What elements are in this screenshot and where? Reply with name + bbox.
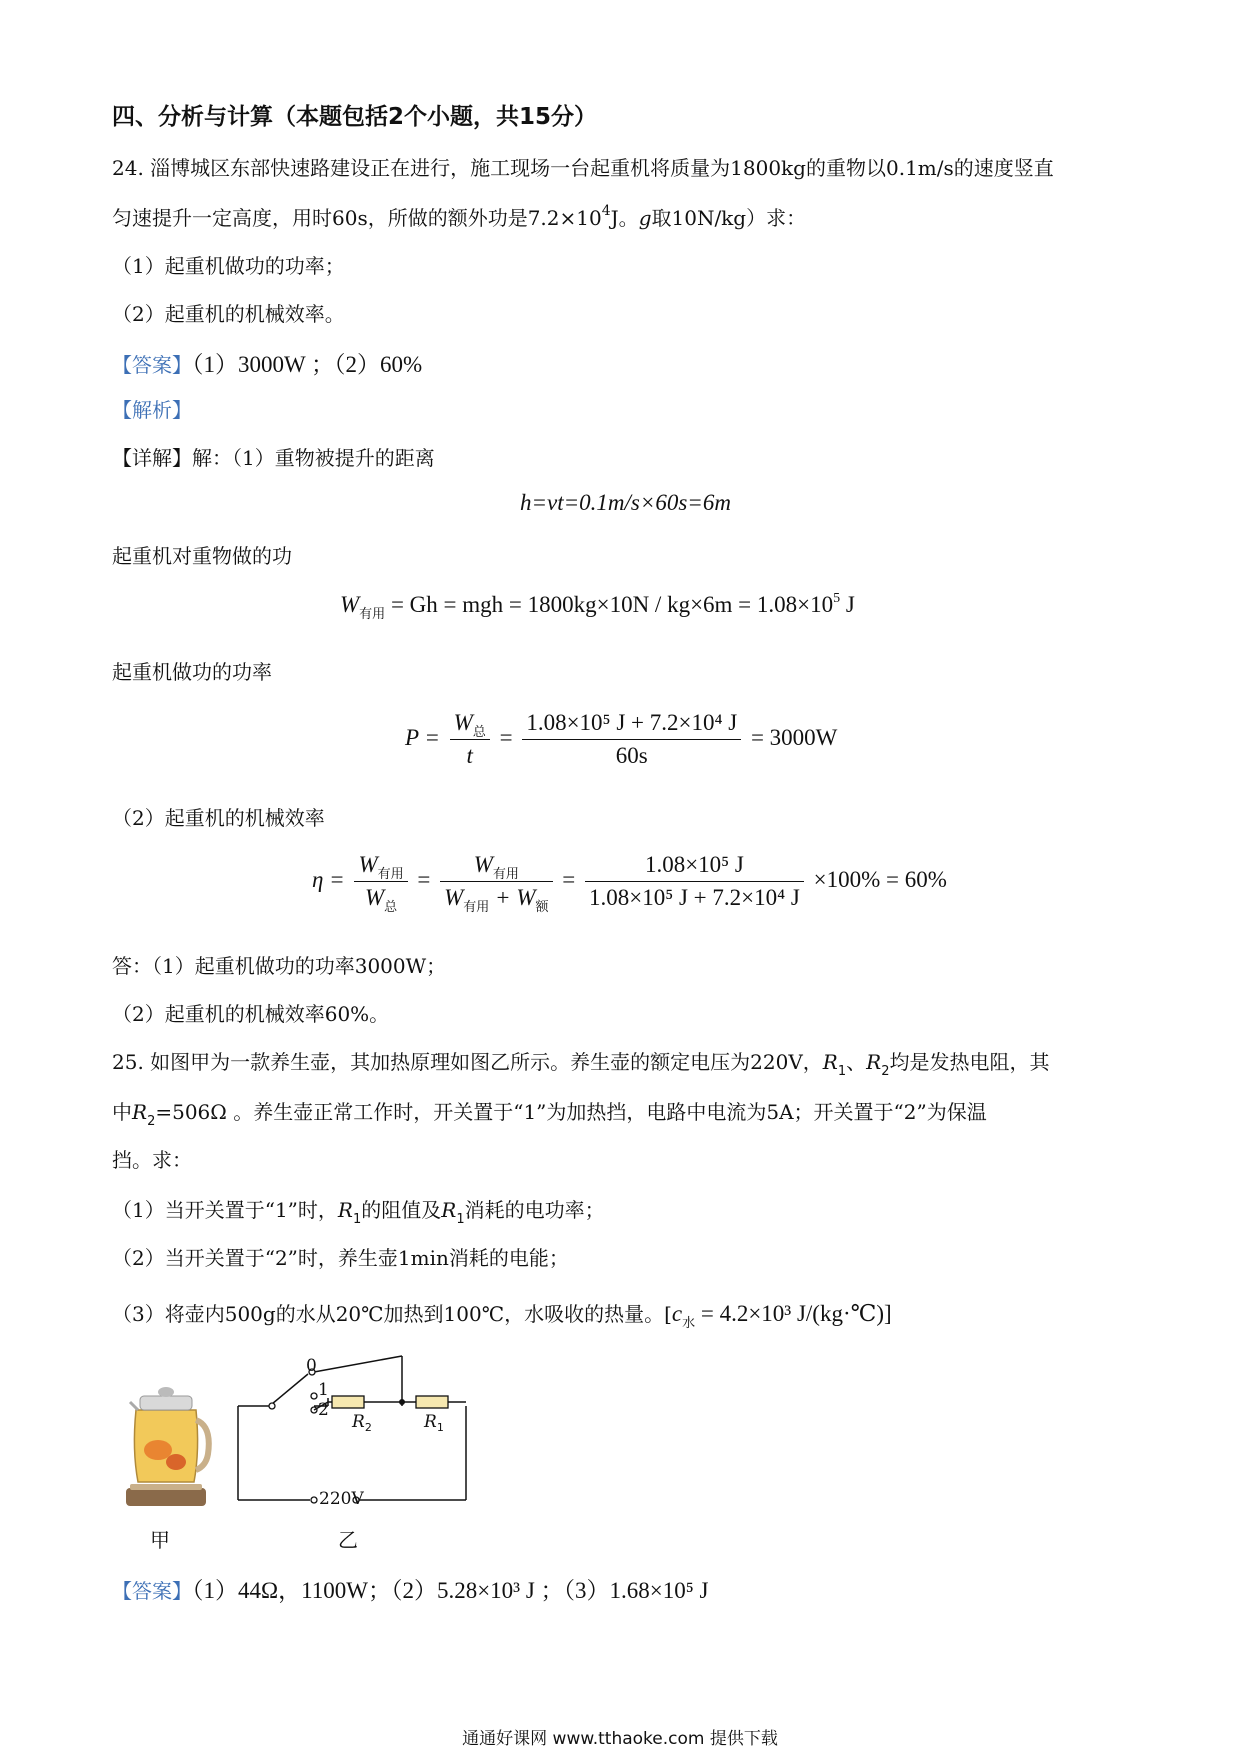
- r1-label-r: R: [424, 1412, 437, 1432]
- q25-line2-b: =506Ω 。养生壶正常工作时，开关置于“1”为加热挡，电路中电流为5A；开关置于“2”为保温: [155, 1100, 987, 1124]
- answer-text: （1）3000W ；（2）60%: [192, 352, 423, 377]
- eff-den2-a-sub: 有用: [463, 900, 490, 915]
- q24-line2-c: 取10N/kg）求：: [651, 206, 807, 230]
- q24-line1: 24. 淄博城区东部快速路建设正在进行，施工现场一台起重机将质量为1800kg的重物以0.1m/s的速度竖直: [112, 156, 1054, 180]
- power-label: 起重机做功的功率: [112, 660, 272, 684]
- eff-den1: W: [364, 885, 385, 910]
- work-w: W: [340, 592, 360, 617]
- q24-detail: [112, 442, 435, 471]
- power-num2: 1.08×10⁵ J + 7.2×10⁴ J: [522, 710, 741, 740]
- power-num-sub: 总: [472, 725, 486, 740]
- q24-answer: [112, 346, 422, 379]
- q24-line2-b: J。: [610, 206, 639, 230]
- power-den: t: [466, 743, 473, 768]
- q25-sub3-a: （3）将壶内500g的水从20℃加热到100℃，水吸收的热量。[: [112, 1302, 672, 1326]
- q25-sub2: （2）当开关置于“2”时，养生壶1min消耗的电能；: [112, 1246, 569, 1270]
- work-body: = Gh = mgh = 1800kg×10N / kg×6m = 1.08×10: [385, 592, 834, 617]
- work-w-sub: 有用: [359, 607, 386, 622]
- eff-frac-3: [585, 852, 804, 911]
- formula-power: P = $\frac{W_总}{t}$ = $\frac{\text{1.08×10⁵ J + 7.2×10⁴ J}}{60s}$ = 3000W: [405, 710, 838, 768]
- eff-lhs: η =: [312, 866, 345, 892]
- r1-label-sub: 1: [436, 1421, 444, 1434]
- section-title: 四、分析与计算（本题包括2个小题，共15分）: [112, 104, 598, 130]
- q25-sub1-a: （1）当开关置于“1”时，: [112, 1198, 338, 1222]
- voltage-label: 220V: [319, 1489, 364, 1509]
- formula-height: h=vt=0.1m/s×60s=6m: [520, 490, 731, 515]
- q25-r1: R: [822, 1050, 838, 1074]
- q24-line2-a: 匀速提升一定高度，用时60s，所做的额外功是7.2×10: [112, 206, 602, 230]
- q25-sub1-r2: R: [441, 1198, 457, 1222]
- terminal-1: [311, 1393, 317, 1399]
- r2-label-r: R: [352, 1412, 365, 1432]
- q25-r2-sub: 2: [881, 1064, 890, 1079]
- q25-sub1-r: R: [337, 1198, 353, 1222]
- eff-den2-b: + W: [489, 885, 536, 910]
- eff-den2-a: W: [444, 885, 464, 910]
- q24-final2: （2）起重机的机械效率60%。: [112, 1002, 390, 1026]
- resistor-r1: [416, 1396, 448, 1408]
- power-frac-2: [522, 710, 741, 769]
- q25-sub3-c-sub: 水: [682, 1316, 696, 1331]
- q25-sub3-c: c: [671, 1301, 683, 1326]
- power-frac-1: [450, 710, 490, 769]
- resistor-r2: [332, 1396, 364, 1408]
- r2-label-sub: 2: [364, 1421, 372, 1434]
- power-result: = 3000W: [750, 724, 838, 750]
- q24-sub2: （2）起重机的机械效率。: [112, 302, 345, 326]
- detail-tag: 【详解】: [112, 446, 192, 470]
- work-label: 起重机对重物做的功: [112, 544, 292, 568]
- power-den2: 60s: [615, 743, 648, 768]
- switch-label-0: 0: [306, 1356, 317, 1376]
- power-lhs: P =: [405, 724, 440, 750]
- q25-sep: 、: [846, 1050, 867, 1074]
- formula-efficiency: η = $\frac{W_{有用}}{W_总}$ = $\frac{W_{有用}}{W_{有用} + W_额}$ = $\frac{\text{1.08×10⁵ J}}{\text{1.08×10⁵ J + 7.2×10⁴ J}}$ ×100% = 60%: [312, 852, 947, 915]
- detail-text: 解：（1）重物被提升的距离: [192, 446, 435, 470]
- formula-work: [340, 591, 855, 622]
- figure-b-label: 乙: [338, 1528, 358, 1552]
- q25-sub1-sub2: 1: [456, 1212, 465, 1227]
- eff-num2-sub: 有用: [492, 867, 519, 882]
- q25-r2: R: [866, 1050, 882, 1074]
- kettle-figure: [118, 1370, 214, 1516]
- q25-sub3-b: = 4.2×10³ J/(kg·℃)]: [695, 1301, 892, 1326]
- answer-tag: 【答案】: [112, 353, 192, 377]
- r2-label: [352, 1412, 372, 1432]
- figure-a-label: 甲: [150, 1528, 170, 1552]
- eff-result: ×100% = 60%: [813, 866, 947, 892]
- eff-num2: W: [473, 852, 493, 877]
- q25-line1-b: 均是发热电阻，其: [889, 1050, 1050, 1074]
- q25-line2: [112, 1096, 987, 1129]
- eff-den3: 1.08×10⁵ J + 7.2×10⁴ J: [588, 885, 800, 910]
- analysis-tag: 【解析】: [112, 398, 192, 422]
- q25-line2-a: 中: [112, 1100, 132, 1124]
- eff-frac-2: [440, 852, 552, 915]
- q25-answer-text: （1）44Ω，1100W；（2）5.28×10³ J ；（3）1.68×10⁵ J: [192, 1578, 709, 1603]
- eff-den1-sub: 总: [384, 900, 398, 915]
- eff-num3: 1.08×10⁵ J: [585, 852, 804, 882]
- power-num: W: [453, 710, 473, 735]
- eff-den2-b-sub: 额: [535, 900, 549, 915]
- kettle-lid: [140, 1396, 192, 1410]
- q25-answer: [112, 1572, 708, 1605]
- switch-label-2: 2: [318, 1400, 329, 1420]
- q25-line1-a: 25. 如图甲为一款养生壶，其加热原理如图乙所示。养生壶的额定电压为220V，: [112, 1050, 823, 1074]
- q24-line2-g: g: [638, 206, 652, 230]
- switch-label-1: 1: [318, 1380, 329, 1400]
- r1-label: [424, 1412, 444, 1432]
- q25-sub1: [112, 1194, 605, 1227]
- work-exp: 5: [833, 591, 841, 606]
- q25-sub1-c: 消耗的电功率；: [464, 1198, 605, 1222]
- eff-label: （2）起重机的机械效率: [112, 806, 325, 830]
- eff-num1: W: [358, 852, 378, 877]
- q25-line2-r: R: [132, 1100, 148, 1124]
- q24-sub1: （1）起重机做功的功率；: [112, 254, 345, 278]
- q25-line3: 挡。求：: [112, 1148, 192, 1172]
- q25-sub1-sub: 1: [352, 1212, 362, 1227]
- q24-line2: [112, 202, 806, 231]
- footer-text: 通通好课网 www.tthaoke.com 提供下载: [462, 1729, 778, 1749]
- q25-sub1-b: 的阻值及: [361, 1198, 442, 1222]
- q25-r1-sub: 1: [837, 1064, 847, 1079]
- q24-line2-exp: 4: [601, 203, 611, 219]
- eff-num1-sub: 有用: [377, 867, 404, 882]
- eff-frac-1: [354, 852, 407, 915]
- q25-answer-tag: 【答案】: [112, 1579, 192, 1603]
- q25-line1: [112, 1046, 1050, 1079]
- work-unit: J: [840, 592, 855, 617]
- q24-final1: 答：（1）起重机做功的功率3000W；: [112, 954, 447, 978]
- q25-sub3: [112, 1298, 892, 1331]
- q25-line2-sub: 2: [147, 1114, 156, 1129]
- kettle-base: [126, 1488, 206, 1506]
- switch-blade: [272, 1374, 308, 1404]
